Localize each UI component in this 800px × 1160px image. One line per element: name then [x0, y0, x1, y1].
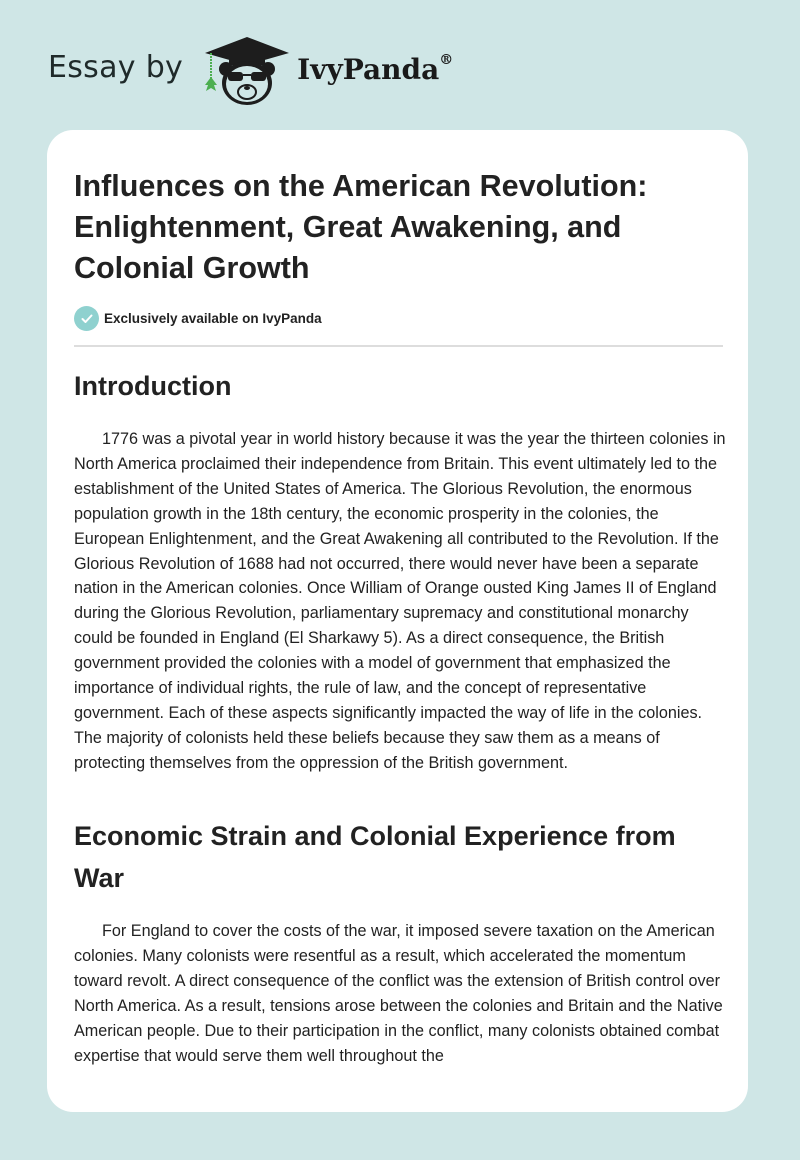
essay-card — [47, 130, 748, 1112]
section-paragraph-introduction: 1776 was a pivotal year in world history because it was the year the thirteen colonies in North America proclaimed their independence from Britain. This event ultimately led to the establishment of the United States of America. The Glorious Revolution, the enormous population growth in the 18th century, the economic prosperity in the colonies, the European Enlightenment, and the Great Awakening all contributed to the Revolution. If the Glorious Revolution of 1688 had not occurred, there would never have been a separate nation in the American colonies. Once William of Orange ousted King James II of England during the Glorious Revolution, parliamentary supremacy and constitutional monarchy could be founded in England (El Sharkawy 5). As a direct consequence, the British government provided the colonies with a model of government that emphasized the importance of individual rights, the rule of law, and the concept of representative government. Each of these aspects significantly impacted the way of life in the colonies. The majority of colonists held these beliefs because they saw them as a means of protecting themselves from the oppression of the British government. — [74, 430, 726, 772]
brand-logotype — [297, 53, 453, 86]
section-heading-economic-strain: Economic Strain and Colonial Experience from War — [74, 821, 676, 893]
section-paragraph-economic-strain: For England to cover the costs of the war, it imposed severe taxation on the American colonies. Many colonists were resentful as a result, which accelerated the momentum toward revolt. A direct consequence of the conflict was the extension of British control over North America. As a result, tensions arose between the colonies and Britain and the Native American people. Due to their participation in the conflict, many colonists obtained combat expertise that would serve them well throughout the — [74, 922, 723, 1065]
registered-mark: ® — [439, 52, 454, 69]
exclusive-badge — [74, 306, 322, 331]
title-divider — [74, 345, 723, 347]
site-header — [48, 36, 453, 106]
check-circle-icon — [74, 306, 99, 331]
essay-by-label: Essay by — [48, 49, 184, 85]
brand-name: IvyPanda — [297, 52, 440, 86]
exclusive-text: Exclusively available on IvyPanda — [104, 311, 322, 326]
panda-graduation-cap-icon — [203, 35, 291, 107]
section-heading-introduction: Introduction — [74, 371, 232, 401]
page-title: Influences on the American Revolution: Enlightenment, Great Awakening, and Colonial Growth — [74, 169, 648, 285]
